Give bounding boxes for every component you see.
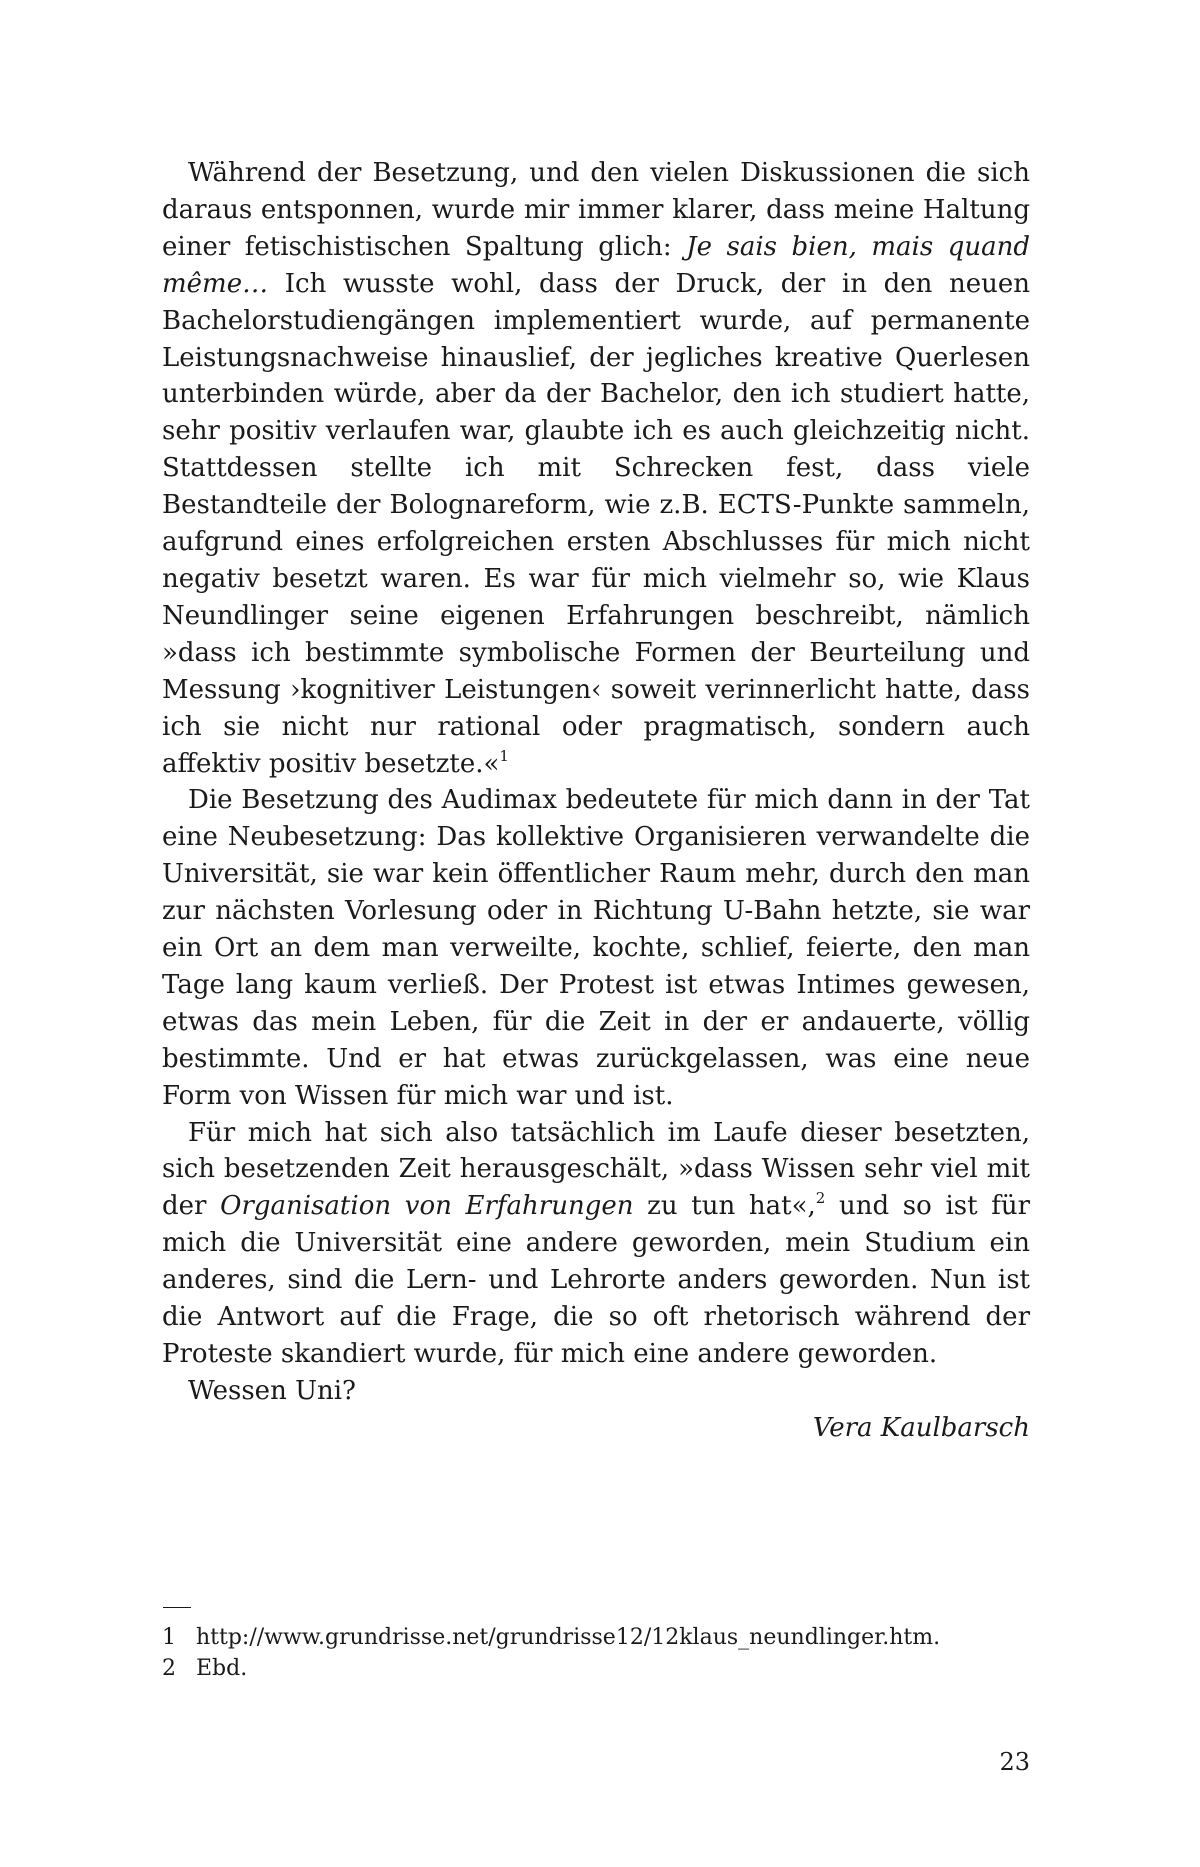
paragraph-text: Wessen Uni?: [188, 1375, 356, 1406]
paragraph-text: Ich wusste wohl, dass der Druck, der in den neuen Bachelorstudiengängen implementiert wurde, auf permanente Leistungsnachweise hinauslief, der jegliches kreative Querlesen unterbinden würde, aber da der Bachelor, den ich studiert hatte, sehr positiv verlaufen war, glaubte ich es auch gleichzeitig nicht. Stattdessen stellte ich mit Schrecken fest, dass viele Bestandteile der Bolognareform, wie z.B. ECTS-Punkte sammeln, aufgrund eines erfolgreichen ersten Abschlusses für mich nicht negativ besetzt waren. Es war für mich vielmehr so, wie Klaus Neundlinger seine eigenen Erfahrungen beschreibt, nämlich »dass ich bestimmte symbolische Formen der Beurteilung und Messung ›kognitiver Leistungen‹ soweit verinnerlicht hatte, dass ich sie nicht nur rational oder pragmatisch, sondern auch affektiv positiv besetzte.«: [162, 268, 1030, 779]
paragraph-text: zu tun hat«,: [633, 1191, 816, 1222]
italic-text: Organisation von Erfahrungen: [220, 1191, 634, 1222]
body-text: [162, 155, 1030, 1447]
paragraphs: [162, 155, 1030, 1410]
paragraph: [162, 1373, 1030, 1410]
page-number: 23: [999, 1748, 1030, 1776]
footnote-number: 1: [162, 1625, 176, 1650]
footnote: [162, 1622, 1030, 1653]
footnote-text: Ebd.: [196, 1656, 248, 1681]
footnote-reference: 2: [815, 1189, 826, 1208]
footnote-reference: 1: [499, 746, 509, 765]
paragraph-text: Die Besetzung des Audimax bedeutete für mich dann in der Tat eine Neubesetzung: Das kollektive Organisieren verwandelte die Universität, sie war kein öffentlicher Raum mehr, durch den man zur nächsten Vorlesung oder in Richtung U-Bahn hetzte, sie war ein Ort an dem man verweilte, kochte, schlief, feierte, den man Tage lang kaum verließ. Der Protest ist etwas Intimes gewesen, etwas das mein Leben, für die Zeit in der er andauerte, völlig bestimmte. Und er hat etwas zurückgelassen, was eine neue Form von Wissen für mich war und ist.: [162, 785, 1030, 1111]
footnotes: [162, 1622, 1030, 1684]
paragraph-text: Für mich hat sich also tatsächlich im Laufe dieser besetzten, sich besetzenden Zeit herausgeschält, »dass Wissen sehr viel mit der: [162, 1117, 1030, 1222]
footnote: [162, 1653, 1030, 1684]
paragraph: [162, 782, 1030, 1114]
author-signature: Vera Kaulbarsch: [812, 1412, 1030, 1443]
footnote-text: http://www.grundrisse.net/grundrisse12/12klaus_neundlinger.htm.: [196, 1625, 941, 1650]
paragraph-text: Während der Besetzung, und den vielen Diskussionen die sich daraus entsponnen, wurde mir immer klarer, dass meine Haltung einer fetischistischen Spaltung glich:: [162, 158, 1030, 262]
paragraph-text: und so ist für mich die Universität eine andere geworden, mein Studium ein anderes, sind die Lern- und Lehrorte anders geworden. Nun ist die Antwort auf die Frage, die so oft rhetorisch während der Proteste skandiert wurde, für mich eine andere geworden.: [162, 1191, 1031, 1369]
footnote-separator: [163, 1607, 191, 1608]
italic-text: Je sais bien, mais quand même…: [162, 231, 1030, 299]
paragraph: [162, 1115, 1030, 1373]
paragraph: [162, 155, 1030, 782]
footnote-number: 2: [162, 1656, 176, 1681]
